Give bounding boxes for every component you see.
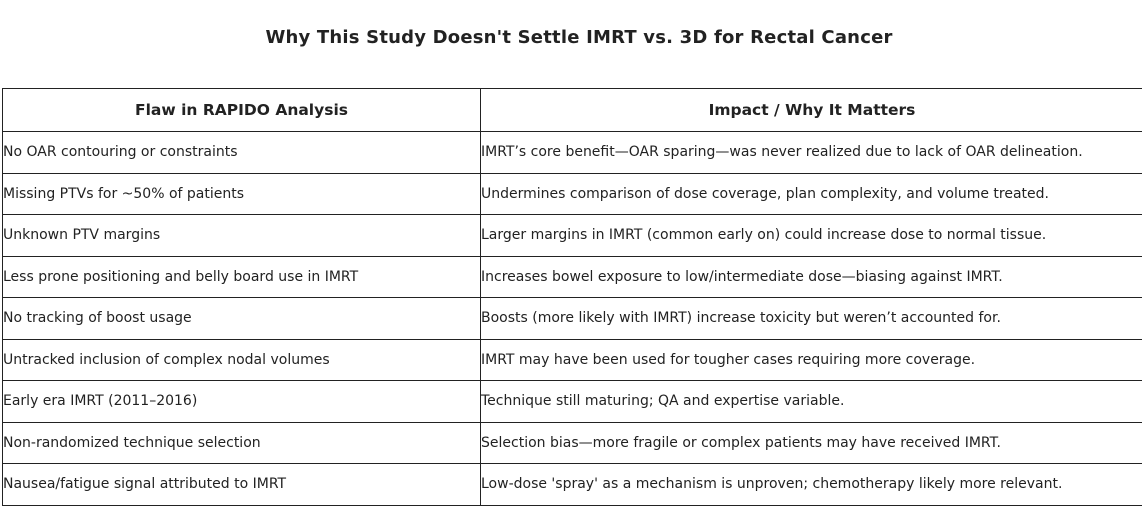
flaw-cell: No tracking of boost usage	[3, 298, 481, 340]
flaw-cell: Missing PTVs for ~50% of patients	[3, 173, 481, 215]
flaw-cell: Nausea/fatigue signal attributed to IMRT	[3, 464, 481, 506]
table-row	[3, 298, 1142, 340]
table-row	[3, 339, 1142, 381]
flaw-cell: Non-randomized technique selection	[3, 422, 481, 464]
impact-cell: Technique still maturing; QA and expertise variable.	[481, 381, 1142, 423]
flaw-cell: No OAR contouring or constraints	[3, 132, 481, 174]
page-title: Why This Study Doesn't Settle IMRT vs. 3D for Rectal Cancer	[265, 27, 893, 48]
table-row	[3, 173, 1142, 215]
table-row	[3, 256, 1142, 298]
column-header-impact: Impact / Why It Matters	[481, 89, 1142, 132]
column-header-flaw: Flaw in RAPIDO Analysis	[3, 89, 481, 132]
table-row	[3, 132, 1142, 174]
impact-cell: IMRT’s core benefit—OAR sparing—was never realized due to lack of OAR delineation.	[481, 132, 1142, 174]
flaw-cell: Less prone positioning and belly board use in IMRT	[3, 256, 481, 298]
table-header-row	[3, 89, 1142, 132]
flaw-cell: Unknown PTV margins	[3, 215, 481, 257]
table-row	[3, 381, 1142, 423]
impact-cell: Boosts (more likely with IMRT) increase toxicity but weren’t accounted for.	[481, 298, 1142, 340]
impact-cell: Increases bowel exposure to low/intermediate dose—biasing against IMRT.	[481, 256, 1142, 298]
table-row	[3, 215, 1142, 257]
impact-cell: Larger margins in IMRT (common early on) could increase dose to normal tissue.	[481, 215, 1142, 257]
impact-cell: IMRT may have been used for tougher cases requiring more coverage.	[481, 339, 1142, 381]
flaw-cell: Untracked inclusion of complex nodal volumes	[3, 339, 481, 381]
flaws-table	[2, 88, 1142, 506]
table-row	[3, 422, 1142, 464]
impact-cell: Selection bias—more fragile or complex patients may have received IMRT.	[481, 422, 1142, 464]
table-row	[3, 464, 1142, 506]
flaw-cell: Early era IMRT (2011–2016)	[3, 381, 481, 423]
impact-cell: Low-dose 'spray' as a mechanism is unproven; chemotherapy likely more relevant.	[481, 464, 1142, 506]
impact-cell: Undermines comparison of dose coverage, plan complexity, and volume treated.	[481, 173, 1142, 215]
